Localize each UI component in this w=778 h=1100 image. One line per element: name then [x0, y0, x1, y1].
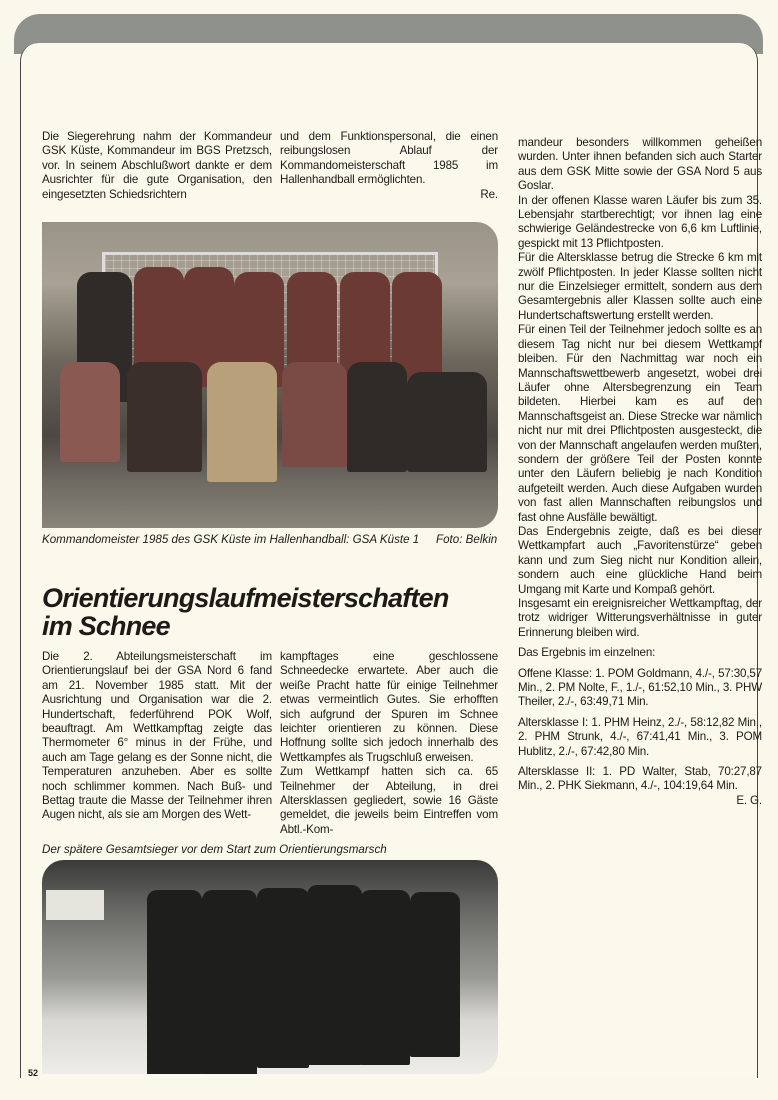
article2-col1 [42, 650, 272, 823]
handball-team-photo [42, 222, 498, 528]
article2-col3 [518, 136, 762, 808]
result-entry: Altersklasse I: 1. PHM Heinz, 2./-, 58:12,82 Min., 2. PHM Strunk, 4./-, 67:41,41 Min., 3. POM Hublitz, 2./-, 67:42,80 Min. [518, 715, 762, 758]
photo2-caption: Der spätere Gesamtsieger vor dem Start zum Orientierungsmarsch [42, 843, 387, 856]
signature: E. G. [736, 793, 762, 807]
sign-board [46, 890, 104, 920]
paragraph: Die Siegerehrung nahm der Kommandeur GSK Küste, Kommandeur im BGS Pretzsch, vor. In seinem Abschlußwort dankte er dem Ausrichter für die gute Organisation, den eingesetzten Schiedsrichtern [42, 130, 272, 201]
paragraph: Zum Wettkampf hatten sich ca. 65 Teilnehmer der Abteilung, in drei Altersklassen gegliedert, sowie 16 Gäste gemeldet, die jeweils beim Eintreffen vom Abtl.-Kom- [280, 765, 498, 836]
photo1-caption: Kommandomeister 1985 des GSK Küste im Hallenhandball: GSA Küste 1 [42, 533, 420, 546]
title-line: im Schnee [42, 611, 170, 641]
orienteering-winners-photo [42, 860, 498, 1074]
paragraph: In der offenen Klasse waren Läufer bis zum 35. Lebensjahr startberechtigt; vor ihnen lag eine schwierige Geländestrecke von 6,6 km Luftlinie, gespickt mit 13 Pflichtposten. [518, 193, 762, 250]
paragraph: Für die Altersklasse betrug die Strecke 6 km mit zwölf Pflichtposten. In jeder Klasse sollten nicht nur die Einzelsieger ermittelt, sondern aus dem Gesamtergebnis aller Klassen sollte auch eine Hundertschaftswertung erstellt werden. [518, 251, 762, 322]
article2-col2 [280, 650, 498, 837]
paragraph: Insgesamt ein ereignisreicher Wettkampftag, der trotz widriger Witterungsverhältnisse in guter Erinnerung bleiben wird. [518, 597, 762, 639]
photo1-credit: Foto: Belkin [436, 533, 498, 546]
paragraph: Die 2. Abteilungsmeisterschaft im Orientierungslauf bei der GSA Nord 6 fand am 21. November 1985 statt. Mit der Ausrichtung und Organisation war die 2. Hundertschaft, federführend POK Wolf, beauftragt. Am Wettkampftag zeigte das Thermometer 6° minus in der Frühe, und auch am Tage gelang es der Sonne nicht, die Temperaturen anzuheben. Aber es sollte noch schlimmer kommen. Nach Buß- und Bettag traute die Masse der Teilnehmer ihren Augen nicht, als sie am Morgen des Wett- [42, 650, 272, 822]
paragraph: und dem Funktionspersonal, die einen reibungslosen Ablauf der Kommandomeisterschaft 1985 im Hallenhandball ermöglichten. [280, 130, 498, 187]
paragraph: Für einen Teil der Teilnehmer jedoch sollte es an diesem Tag nicht nur bei diesem Wettkampf bleiben. Für den Nachmittag war noch ein Mannschaftswettbewerb angesetzt, wobei drei Läufer ohne Altersbegrenzung ein Team bildeten. Hierbei kam es auf den Mannschaftsgeist an. Diese Strecke war nämlich nicht nur mit drei Pflichtposten ausgesteckt, die von der Mannschaft angelaufen werden mußten, sondern der größere Teil der Posten konnte unter den Läufern beliebig je nach Kondition aufgeteilt werden. Auch diese Aufgaben wurden von fast allen Mannschaften reibungslos und fast ohne Ausfälle bewältigt. [518, 323, 762, 524]
result-entry: Offene Klasse: 1. POM Goldmann, 4./-, 57:30,57 Min., 2. PM Nolte, F., 1./-, 61:52,10 Min., 3. PHW Theiler, 2./-, 63:49,71 Min. [518, 666, 762, 709]
article1-col2 [280, 130, 498, 202]
signature: Re. [480, 187, 498, 201]
paragraph: kampftages eine geschlossene Schneedecke erwartete. Aber auch die weiße Pracht hatte für einige Teilnehmer etwas vermeintlich Gutes. Sie erhofften sich aufgrund der Spuren im Schnee leichter orientieren zu können. Diese Hoffnung sollte sich jedoch innerhalb des Wettkampfes als Trugschluß erweisen. [280, 650, 498, 764]
paragraph: Das Endergebnis zeigte, daß es bei dieser Wettkampfart auch „Favoritenstürze“ geben kann und zum Sieg nicht nur Kondition allein, sondern auch eine glückliche Hand beim Umgang mit Karte und Kompaß gehört. [518, 524, 762, 596]
article1-col1 [42, 130, 272, 202]
page-number: 52 [28, 1068, 39, 1078]
results-intro: Das Ergebnis im einzelnen: [518, 646, 656, 660]
title-line: Orientierungslaufmeisterschaften [42, 583, 449, 613]
paragraph: mandeur besonders willkommen geheißen wurden. Unter ihnen befanden sich auch Starter aus dem GSK Mitte sowie der GSA Nord 5 aus Goslar. [518, 136, 762, 193]
result-entry: Altersklasse II: 1. PD Walter, Stab, 70:27,87 Min., 2. PHK Siekmann, 4./-, 104:19,64 Min. [518, 765, 762, 793]
article-title [42, 584, 449, 640]
